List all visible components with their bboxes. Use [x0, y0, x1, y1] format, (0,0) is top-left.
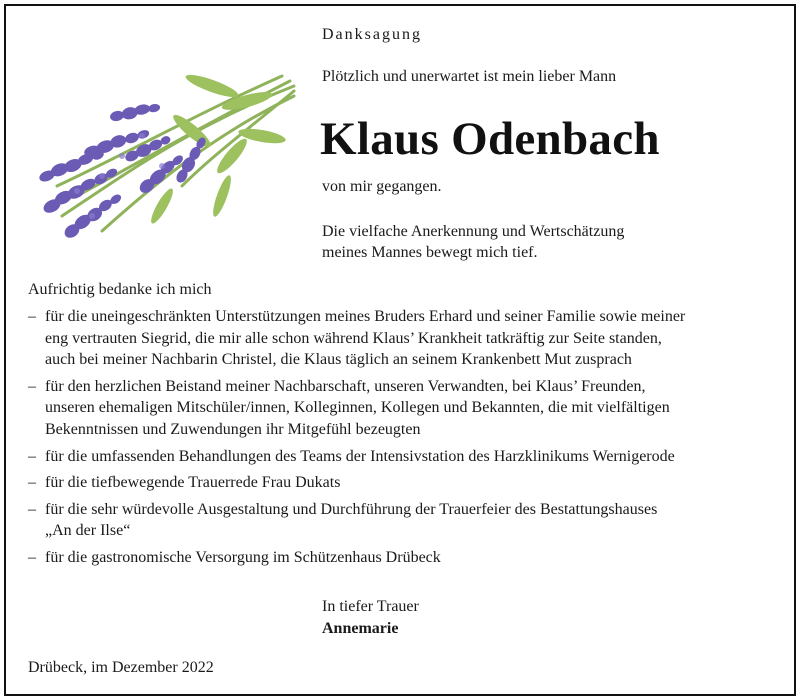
thanks-line: eng vertrauten Siegrid, die mir alle schon während Klaus’ Krankheit tatkräftig zur Seite standen,: [45, 329, 662, 347]
thanks-line: „An der Ilse“: [45, 522, 131, 540]
thanks-item: [28, 376, 788, 441]
intro-text: Plötzlich und unerwartet ist mein lieber Mann: [322, 68, 617, 85]
dash-bullet: –: [28, 474, 36, 492]
thanks-item: [28, 547, 788, 569]
thanks-line: auch bei meiner Nachbarin Christel, die Klaus täglich an seinem Krankenbett Mut zusprach: [45, 351, 632, 369]
thanks-item: [28, 472, 788, 494]
thanks-line: für die gastronomische Versorgung im Schützenhaus Drübeck: [45, 548, 441, 566]
thanks-intro: Aufrichtig bedanke ich mich: [28, 281, 212, 298]
thanks-item: [28, 306, 788, 371]
recognition-text: [322, 221, 624, 263]
dash-bullet: –: [28, 500, 36, 518]
thanks-item: [28, 499, 788, 542]
mourning-text: In tiefer Trauer: [322, 598, 419, 615]
thanks-line: für die tiefbewegende Trauerrede Frau Dukats: [45, 474, 341, 492]
notice-heading: Danksagung: [322, 26, 422, 43]
thanks-line: für den herzlichen Beistand meiner Nachbarschaft, unseren Verwandten, bei Klaus’ Freunden,: [45, 377, 646, 395]
thanks-line: Bekenntnissen und Zuwendungen ihr Mitgefühl bezeugten: [45, 420, 421, 438]
lavender-bouquet-icon: [32, 56, 302, 246]
dash-bullet: –: [28, 377, 36, 395]
thanks-line: unseren ehemaligen Mitschüler/innen, Kolleginnen, Kollegen und Bekannten, die mit vielfältigen: [45, 399, 670, 417]
dash-bullet: –: [28, 308, 36, 325]
departed-text: von mir gegangen.: [322, 178, 442, 195]
recognition-line: meines Mannes bewegt mich tief.: [322, 244, 538, 261]
deceased-name: Klaus Odenbach: [320, 113, 660, 165]
dash-bullet: –: [28, 548, 36, 566]
recognition-line: Die vielfache Anerkennung und Wertschätzung: [322, 223, 625, 240]
signer-name: Annemarie: [322, 620, 399, 637]
closing-block: [322, 596, 419, 640]
thanks-list: [28, 306, 788, 574]
thanks-line: für die umfassenden Behandlungen des Teams der Intensivstation des Harzklinikums Wernigerode: [45, 447, 675, 465]
obituary-notice: [4, 4, 796, 696]
thanks-item: [28, 446, 788, 468]
thanks-line: für die sehr würdevolle Ausgestaltung und Durchführung der Trauerfeier des Bestattungshauses: [45, 500, 658, 518]
dash-bullet: –: [28, 447, 36, 465]
place-date: Drübeck, im Dezember 2022: [28, 659, 214, 676]
thanks-line: für die uneingeschränkten Unterstützungen meines Bruders Erhard und seiner Familie sowie meiner: [45, 308, 686, 325]
